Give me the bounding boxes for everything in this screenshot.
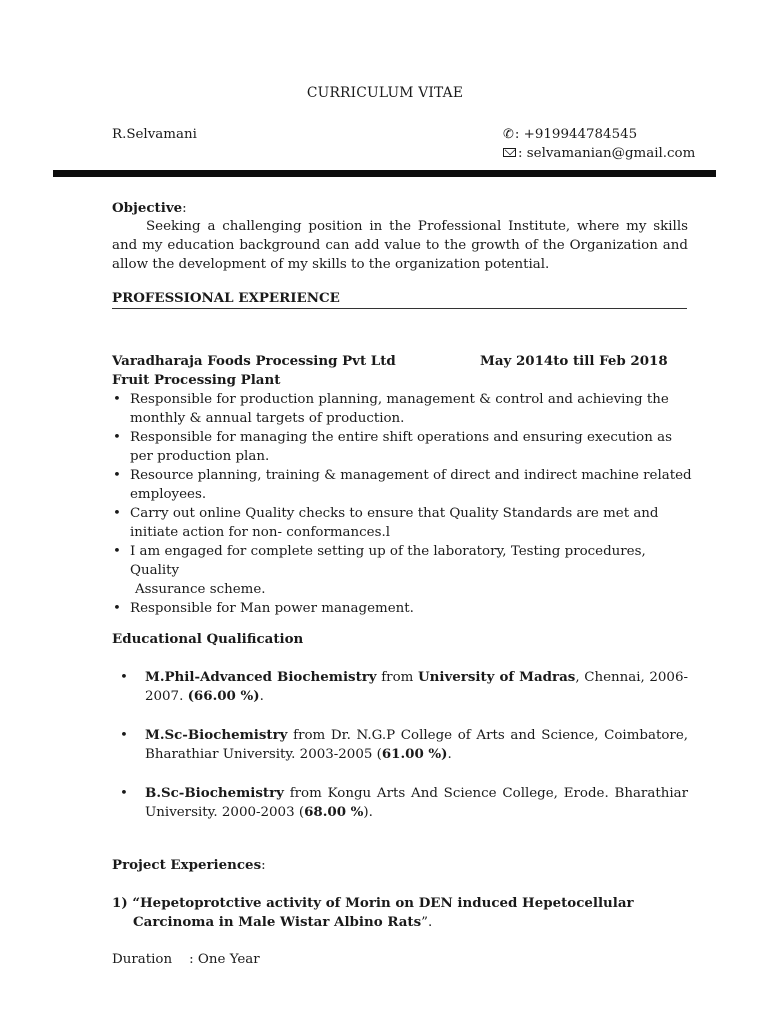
phone-icon: ✆ — [503, 127, 514, 142]
candidate-name: R.Selvamani — [112, 127, 197, 142]
phone-number: : +919944784545 — [514, 127, 638, 142]
project-duration: Duration : One Year — [112, 952, 260, 967]
education-item: • B.Sc-Biochemistry from Kongu Arts And Science College, Erode. Bharathiar University. 2000-2003 (68.00 %). — [112, 784, 688, 822]
list-item: • Responsible for production planning, management & control and achieving the monthly & annual targets of production. — [112, 390, 692, 428]
email-line — [503, 144, 695, 163]
list-item: • Responsible for Man power management. — [112, 599, 692, 618]
experience-list — [112, 390, 692, 618]
company-name: Varadharaja Foods Processing Pvt Ltd — [112, 353, 396, 369]
list-item: • Resource planning, training & management of direct and indirect machine related employees. — [112, 466, 692, 504]
education-list — [112, 668, 688, 842]
mail-icon — [503, 148, 516, 157]
objective-text: Seeking a challenging position in the Professional Institute, where my skills and my education background can add value to the growth of the Organization and allow the development of my skills to the organization potential. — [112, 219, 688, 272]
header-divider — [53, 170, 716, 177]
phone-line — [503, 125, 695, 144]
list-item: • I am engaged for complete setting up of the laboratory, Testing procedures, Quality Assurance scheme. — [112, 542, 692, 599]
education-item: • M.Phil-Advanced Biochemistry from University of Madras, Chennai, 2006-2007. (66.00 %). — [112, 668, 688, 706]
project-item: 1) “Hepetoprotctive activity of Morin on DEN induced Hepetocellular Carcinoma in Male Wistar Albino Rats”. — [112, 895, 634, 930]
projects-heading: Project Experiences: — [112, 857, 266, 873]
list-item: • Responsible for managing the entire shift operations and ensuring execution as per production plan. — [112, 428, 692, 466]
objective-heading: Objective: — [112, 200, 187, 216]
employment-dates: May 2014to till Feb 2018 — [480, 353, 668, 369]
document-title: CURRICULUM VITAE — [306, 85, 464, 101]
company-unit: Fruit Processing Plant — [112, 372, 281, 388]
experience-divider — [112, 308, 687, 309]
experience-heading: PROFESSIONAL EXPERIENCE — [112, 290, 340, 306]
email-address: : selvamanian@gmail.com — [518, 146, 696, 161]
education-heading: Educational Qualification — [112, 631, 304, 647]
education-item: • M.Sc-Biochemistry from Dr. N.G.P College of Arts and Science, Coimbatore, Bharathiar University. 2003-2005 (61.00 %). — [112, 726, 688, 764]
contact-block — [503, 125, 695, 163]
list-item: • Carry out online Quality checks to ensure that Quality Standards are met and initiate action for non- conformances.l — [112, 504, 692, 542]
